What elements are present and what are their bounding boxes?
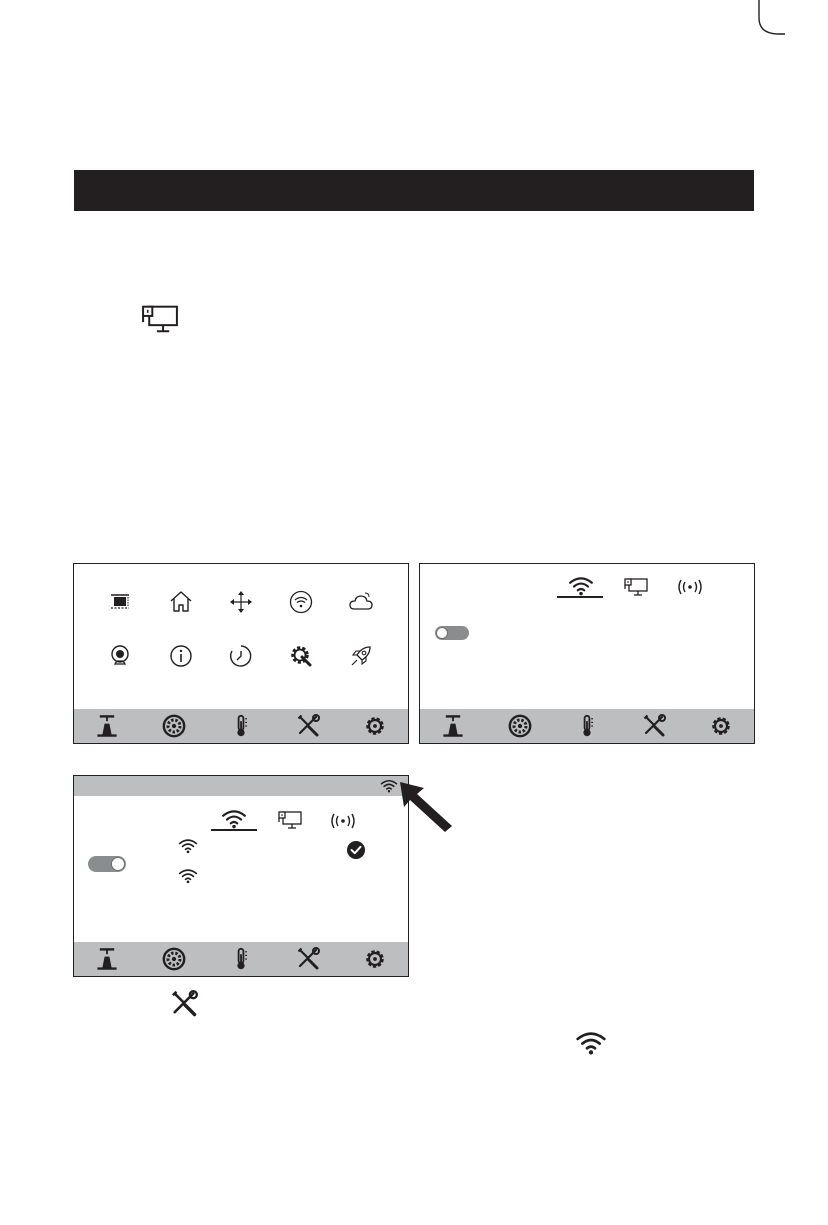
screen-main-menu (73, 563, 409, 744)
filament-icon[interactable] (162, 714, 186, 738)
tools-icon[interactable] (642, 714, 666, 738)
cloud-icon[interactable] (348, 589, 374, 615)
print-icon[interactable] (95, 714, 119, 738)
settings-icon[interactable] (709, 714, 733, 738)
move-icon[interactable] (228, 589, 254, 615)
crop-mark (757, 0, 785, 36)
temperature-icon[interactable] (575, 714, 599, 738)
wifi-toggle[interactable] (88, 856, 126, 872)
temperature-icon[interactable] (229, 947, 253, 971)
level-icon[interactable] (107, 589, 133, 615)
active-tab-underline (557, 596, 603, 598)
tools-icon (170, 990, 198, 1018)
wifi-icon (575, 1030, 607, 1056)
tools-icon[interactable] (296, 714, 320, 738)
print-icon[interactable] (441, 714, 465, 738)
wifi-icon[interactable] (288, 589, 314, 615)
active-tab-underline (211, 829, 257, 831)
screen-network-on (73, 775, 409, 977)
gear-wrench-icon[interactable] (288, 643, 314, 669)
screen-network-off (419, 563, 755, 744)
section-header-bar (74, 170, 754, 211)
status-bar (74, 776, 408, 796)
rocket-icon[interactable] (348, 643, 374, 669)
filament-icon[interactable] (508, 714, 532, 738)
filament-icon[interactable] (162, 947, 186, 971)
bottom-nav-bar (74, 709, 408, 743)
bottom-nav-bar (420, 709, 754, 743)
network-item-1-wifi-icon[interactable] (178, 838, 198, 854)
temperature-icon[interactable] (229, 714, 253, 738)
tab-wifi[interactable] (568, 575, 594, 597)
history-icon[interactable] (228, 643, 254, 669)
network-item-2-wifi-icon[interactable] (178, 868, 198, 884)
pointer-arrow-icon (398, 780, 454, 832)
tab-ethernet[interactable] (623, 576, 649, 598)
wifi-icon (380, 779, 398, 793)
settings-icon[interactable] (363, 714, 387, 738)
home-icon[interactable] (168, 589, 194, 615)
bottom-nav-bar (74, 942, 408, 976)
tab-hotspot[interactable] (329, 810, 357, 832)
ethernet-icon (140, 303, 180, 335)
print-icon[interactable] (95, 947, 119, 971)
info-icon[interactable] (168, 643, 194, 669)
tab-ethernet[interactable] (277, 809, 303, 831)
settings-icon[interactable] (363, 947, 387, 971)
wifi-toggle[interactable] (435, 626, 469, 640)
camera-icon[interactable] (107, 643, 133, 669)
connected-check-icon (346, 840, 366, 860)
tools-icon[interactable] (296, 947, 320, 971)
tab-wifi[interactable] (221, 808, 247, 830)
tab-hotspot[interactable] (676, 576, 704, 598)
